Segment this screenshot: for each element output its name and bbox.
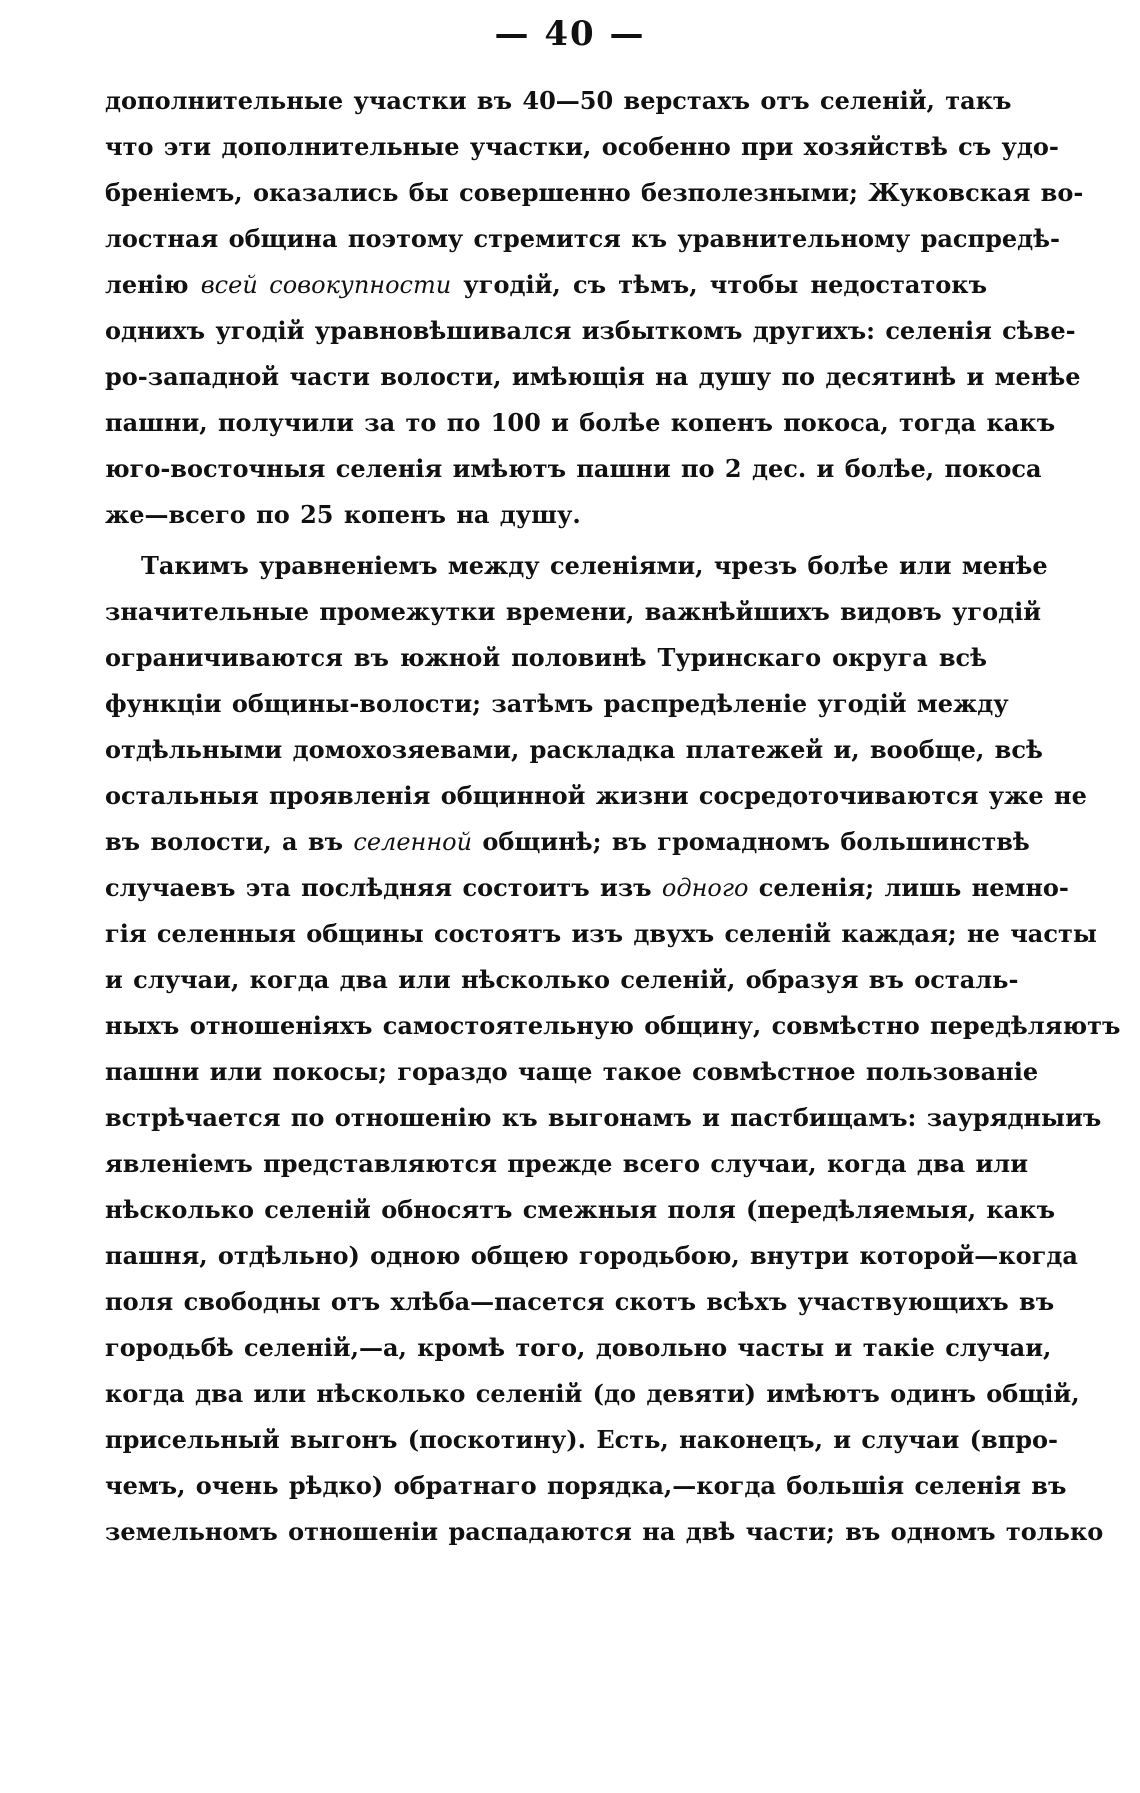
- text-line: ограничиваются въ южной половинѣ Туринскаго округа всѣ: [105, 643, 987, 672]
- text-line: присельный выгонъ (поскотину). Есть, наконецъ, и случаи (впро-: [105, 1425, 1058, 1454]
- text-line: бреніемъ, оказались бы совершенно безполезными; Жуковская во-: [105, 178, 1084, 207]
- text-line: пашни, получили за то по 100 и болѣе копенъ покоса, тогда какъ: [105, 408, 1056, 437]
- italic-emphasis: всей совокупности: [200, 271, 452, 299]
- text-line: однихъ угодій уравновѣшивался избыткомъ другихъ: селенія сѣве-: [105, 316, 1076, 345]
- text-line: функціи общины-волости; затѣмъ распредѣленіе угодій между: [105, 689, 1009, 718]
- text-line: значительные промежутки времени, важнѣйшихъ видовъ угодій: [105, 597, 1042, 626]
- text-line: чемъ, очень рѣдко) обратнаго порядка,—когда большія селенія въ: [105, 1471, 1067, 1500]
- paragraph-2: [105, 543, 1121, 1555]
- text-line: встрѣчается по отношенію къ выгонамъ и пастбищамъ: заурядныиъ: [105, 1103, 1102, 1132]
- text-line: отдѣльными домохозяевами, раскладка платежей и, вообще, всѣ: [105, 735, 1043, 764]
- text-line: же—всего по 25 копенъ на душу.: [105, 500, 581, 529]
- text-line: ро-западной части волости, имѣющія на душу по десятинѣ и менѣе: [105, 362, 1081, 391]
- text-line: и случаи, когда два или нѣсколько селеній, образуя въ осталь-: [105, 965, 1019, 994]
- text-line: городьбѣ селеній,—а, кромѣ того, довольно часты и такіе случаи,: [105, 1333, 1052, 1362]
- text-line: случаевъ эта послѣдняя состоитъ изъ одного селенія; лишь немно-: [105, 873, 1069, 902]
- text-line: остальныя проявленія общинной жизни сосредоточиваются уже не: [105, 781, 1087, 810]
- text-line: нѣсколько селеній обносятъ смежныя поля (передѣляемыя, какъ: [105, 1195, 1056, 1224]
- text-line: ныхъ отношеніяхъ самостоятельную общину, совмѣстно передѣляютъ: [105, 1011, 1121, 1040]
- text-line: что эти дополнительные участки, особенно при хозяйствѣ съ удо-: [105, 132, 1059, 161]
- text-line: явленіемъ представляются прежде всего случаи, когда два или: [105, 1149, 1028, 1178]
- text-line: дополнительные участки въ 40—50 верстахъ отъ селеній, такъ: [105, 86, 1012, 115]
- paragraph-1: [105, 78, 1084, 538]
- text-line: Такимъ уравненіемъ между селеніями, чрезъ болѣе или менѣе: [141, 551, 1048, 580]
- text-line: пашни или покосы; гораздо чаще такое совмѣстное пользованіе: [105, 1057, 1039, 1086]
- text-line: поля свободны отъ хлѣба—пасется скотъ всѣхъ участвующихъ въ: [105, 1287, 1055, 1316]
- text-line: въ волости, а въ селенной общинѣ; въ громадномъ большинствѣ: [105, 827, 1030, 856]
- page-number: — 40 —: [494, 14, 646, 54]
- italic-emphasis: селенной: [353, 828, 473, 856]
- text-line: гія селенныя общины состоятъ изъ двухъ селеній каждая; не часты: [105, 919, 1097, 948]
- text-line: лостная община поэтому стремится къ уравнительному распредѣ-: [105, 224, 1060, 253]
- text-line: пашня, отдѣльно) одною общею городьбою, внутри которой—когда: [105, 1241, 1078, 1270]
- text-line: юго-восточныя селенія имѣютъ пашни по 2 дес. и болѣе, покоса: [105, 454, 1042, 483]
- text-line: земельномъ отношеніи распадаются на двѣ части; въ одномъ только: [105, 1517, 1104, 1546]
- italic-emphasis: одного: [661, 874, 749, 902]
- text-line: когда два или нѣсколько селеній (до девяти) имѣютъ одинъ общій,: [105, 1379, 1080, 1408]
- text-line: ленію всей совокупности угодій, съ тѣмъ, чтобы недостатокъ: [105, 270, 988, 299]
